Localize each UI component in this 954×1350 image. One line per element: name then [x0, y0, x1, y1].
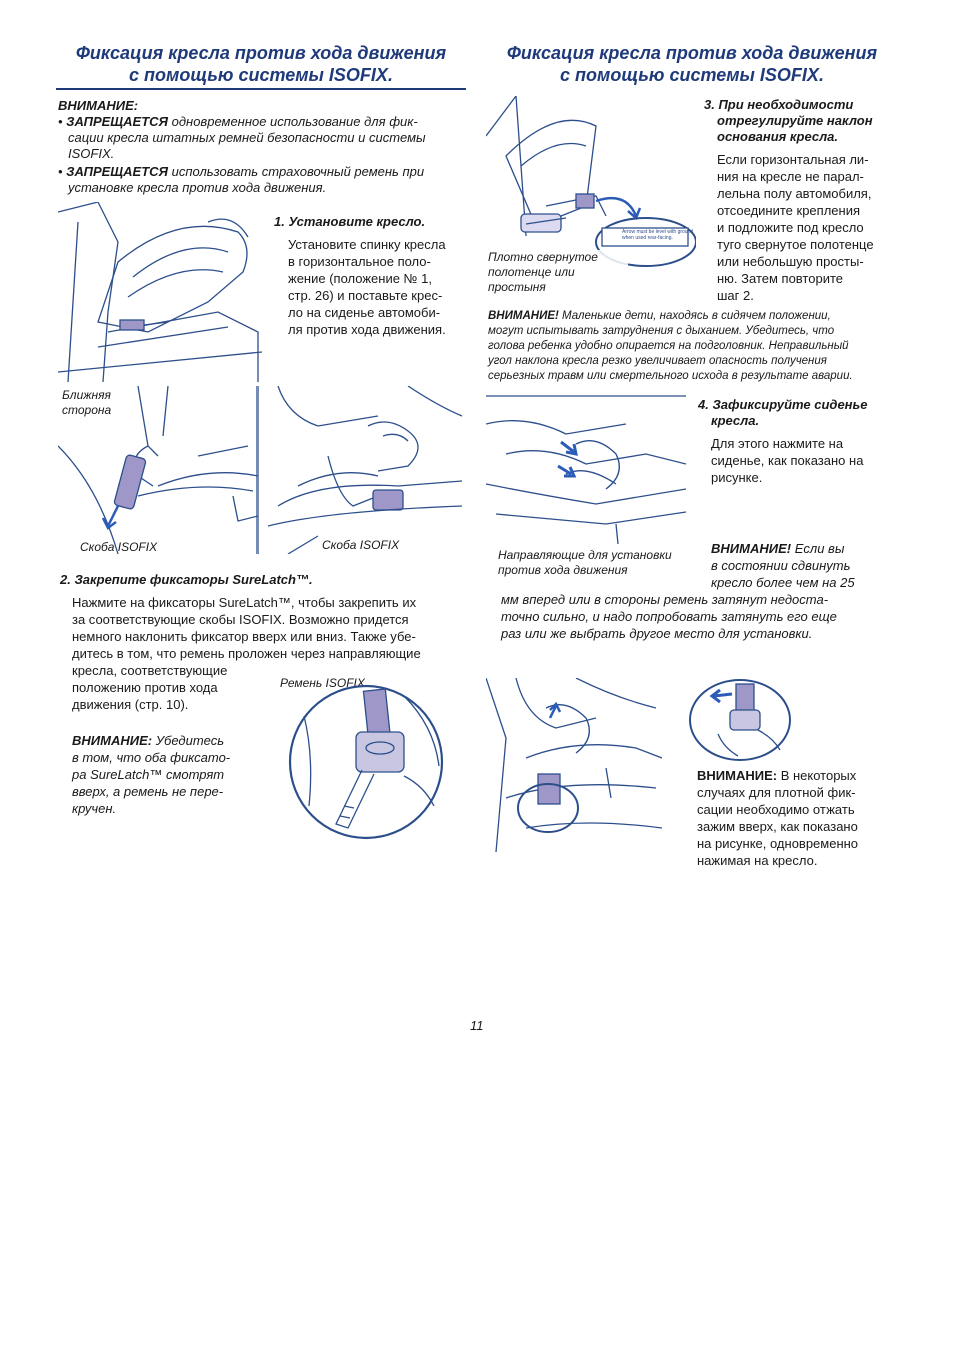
step1-block	[274, 214, 466, 338]
left-attention-line: ра SureLatch™ смотрят	[72, 767, 225, 782]
step2-line: за соответствующие скобы ISOFIX. Возможно придется	[72, 612, 409, 627]
left-warning-1: • ЗАПРЕЩАЕТСЯ одновременное использование для фик-	[58, 114, 418, 129]
step3-line: и подложите под кресло	[717, 220, 864, 235]
seat-sticker-text	[622, 229, 706, 241]
right-attention2-l1: Если вы	[791, 541, 845, 556]
right-warning-line: могут испытывать затруднения с дыханием. Убедитесь, что	[488, 325, 835, 337]
seat-sticker-l1: Arrow must be level with ground	[622, 229, 694, 235]
step1-line: жение (положение № 1,	[288, 271, 432, 286]
step1-line: в горизонтальное поло-	[288, 254, 431, 269]
step2-line: кресла, соответствующие	[72, 663, 228, 678]
step3-line: или небольшую просты-	[717, 254, 864, 269]
step1-line: Установите спинку кресла	[288, 237, 446, 252]
step3-line: туго свернутое полотенце	[717, 237, 874, 252]
left-attention-block	[72, 732, 272, 817]
step3-text	[704, 151, 898, 304]
towel-label	[488, 250, 628, 295]
left-warning-1-l2: сации кресла штатных ремней безопасности и системы	[68, 130, 426, 145]
recline-adjust-illustration	[486, 96, 696, 268]
right-attention2-line: кресло более чем на 25	[711, 575, 855, 590]
left-warning-2-l1: использовать страховочный ремень при	[168, 164, 425, 179]
seat-sticker-l2: when used rear-facing.	[622, 235, 673, 241]
car-seat-illustration	[58, 202, 262, 382]
latch-release-detail-illustration	[688, 678, 792, 762]
step3-heading	[704, 97, 898, 145]
step3-heading-line: основания кресла.	[717, 129, 839, 144]
right-attention3-line: зажим вверх, как показано	[697, 819, 858, 834]
step4-line: рисунке.	[711, 470, 763, 485]
press-seat-illustration	[486, 394, 686, 544]
right-attention3-line: на рисунке, одновременно	[697, 836, 859, 851]
right-warning-line: серьезных травм или смертельного исхода в результате аварии.	[488, 370, 853, 382]
step3-block	[704, 97, 898, 304]
right-warning-bold: ВНИМАНИЕ!	[488, 310, 559, 322]
latch-insertion-illustration	[258, 386, 462, 554]
step2-line: дитесь в том, что ремень проложен через направляющие	[72, 646, 421, 661]
right-attention3-bold: ВНИМАНИЕ:	[697, 768, 778, 783]
left-warning-2-bold: ЗАПРЕЩАЕТСЯ	[66, 164, 169, 179]
page-number: 11	[470, 1018, 484, 1033]
guides-label-line: Направляющие для установки	[498, 548, 672, 562]
step4-heading	[698, 397, 898, 429]
right-attention3-line: случаях для плотной фик-	[697, 785, 856, 800]
step1-line: стр. 26) и поставьте крес-	[288, 288, 443, 303]
right-attention2-bottom	[501, 591, 901, 642]
step4-text	[698, 435, 898, 486]
right-title-line2: с помощью системы ISOFIX.	[560, 65, 824, 85]
step2-line: немного наклонить фиксатор вверх или вниз. Также убе-	[72, 629, 416, 644]
left-warning-2-l2: установке кресла против хода движения.	[68, 180, 327, 195]
right-attention3-block	[697, 767, 897, 869]
left-title-rule	[56, 88, 466, 90]
near-side-label-l1: Ближняя	[62, 388, 111, 402]
left-attention-bold: ВНИМАНИЕ:	[72, 733, 153, 748]
step4-line: сиденье, как показано на	[711, 453, 864, 468]
step4-line: Для этого нажмите на	[711, 436, 844, 451]
step3-heading-line: 3. При необходимости	[704, 97, 854, 112]
left-warning-1-l1: одновременное использование для фик-	[168, 114, 418, 129]
right-attention3-l1: В некоторых	[777, 768, 857, 783]
step3-heading-line: отрегулируйте наклон	[717, 113, 873, 128]
step3-line: шаг 2.	[717, 288, 754, 303]
near-side-label-l2: сторона	[62, 403, 112, 417]
step4-heading-line: кресла.	[711, 413, 760, 428]
near-side-label	[62, 388, 111, 418]
left-warning-heading: ВНИМАНИЕ:	[58, 98, 139, 113]
left-title-line1: Фиксация кресла против хода движения	[75, 43, 447, 63]
right-attention2-line: раз или же выбрать другое место для установки.	[501, 626, 813, 641]
left-attention-l1: Убедитесь	[152, 733, 225, 748]
surelatch-detail-illustration	[284, 676, 448, 840]
strap-label: Ремень ISOFIX	[280, 676, 365, 690]
left-warning-2: • ЗАПРЕЩАЕТСЯ использовать страховочный ремень при	[58, 164, 425, 179]
right-attention3-line: нажимая на кресло.	[697, 853, 818, 868]
left-title-line2: с помощью системы ISOFIX.	[129, 65, 393, 85]
step2-line: движения (стр. 10).	[72, 697, 189, 712]
left-title	[56, 42, 466, 86]
step4-heading-line: 4. Зафиксируйте сиденье	[698, 397, 868, 412]
right-title-line1: Фиксация кресла против хода движения	[506, 43, 878, 63]
right-attention2-top	[711, 540, 901, 591]
left-attention-line: в том, что оба фиксато-	[72, 750, 231, 765]
right-title	[486, 42, 898, 86]
step2-line: Нажмите на фиксаторы SureLatch™, чтобы закрепить их	[72, 595, 417, 610]
right-attention3-line: сации необходимо отжать	[697, 802, 855, 817]
towel-label-line: простыня	[488, 280, 546, 294]
step1-line: ля против хода движения.	[288, 322, 446, 337]
latch-release-illustration	[486, 678, 662, 852]
step1-line: ло на сиденье автомоби-	[288, 305, 441, 320]
step2-heading: 2. Закрепите фиксаторы SureLatch™.	[60, 572, 313, 587]
right-warning-block	[488, 309, 902, 384]
right-attention2-line: в состоянии сдвинуть	[711, 558, 851, 573]
step3-line: отсоедините крепления	[717, 203, 860, 218]
left-warning-1-bold: ЗАПРЕЩАЕТСЯ	[66, 114, 169, 129]
step3-line: лельна полу автомобиля,	[717, 186, 872, 201]
step1-heading: 1. Установите кресло.	[274, 214, 426, 229]
right-attention2-bold: ВНИМАНИЕ!	[711, 541, 792, 556]
left-warning-1-l3: ISOFIX.	[68, 146, 115, 161]
step3-line: Если горизонтальная ли-	[717, 152, 869, 167]
guides-label-line: против хода движения	[498, 563, 628, 577]
right-attention2-line: точно сильно, и надо попробовать затянуть его еще	[501, 609, 837, 624]
left-warning-block	[58, 98, 468, 196]
right-warning-l1: Маленькие дети, находясь в сидячем положении,	[558, 310, 831, 322]
right-warning-line: голова ребенка удобно опирается на подголовник. Неправильный	[488, 340, 849, 352]
step4-block	[698, 397, 898, 486]
towel-label-line: Плотно свернутое	[488, 250, 598, 264]
step2-line: положению против хода	[72, 680, 218, 695]
bracket-label-2: Скоба ISOFIX	[322, 538, 400, 552]
step3-line: ния на кресле не парал-	[717, 169, 864, 184]
left-attention-line: кручен.	[72, 801, 117, 816]
bracket-label-1: Скоба ISOFIX	[80, 540, 158, 554]
right-warning-line: угол наклона кресла резко увеличивает опасность получения	[488, 355, 827, 367]
towel-label-line: полотенце или	[488, 265, 575, 279]
step3-line: ню. Затем повторите	[717, 271, 843, 286]
right-attention2-line: мм вперед или в стороны ремень затянут недоста-	[501, 592, 829, 607]
step1-text	[274, 236, 466, 338]
guides-label	[498, 548, 698, 578]
left-attention-line: вверх, а ремень не пере-	[72, 784, 224, 799]
